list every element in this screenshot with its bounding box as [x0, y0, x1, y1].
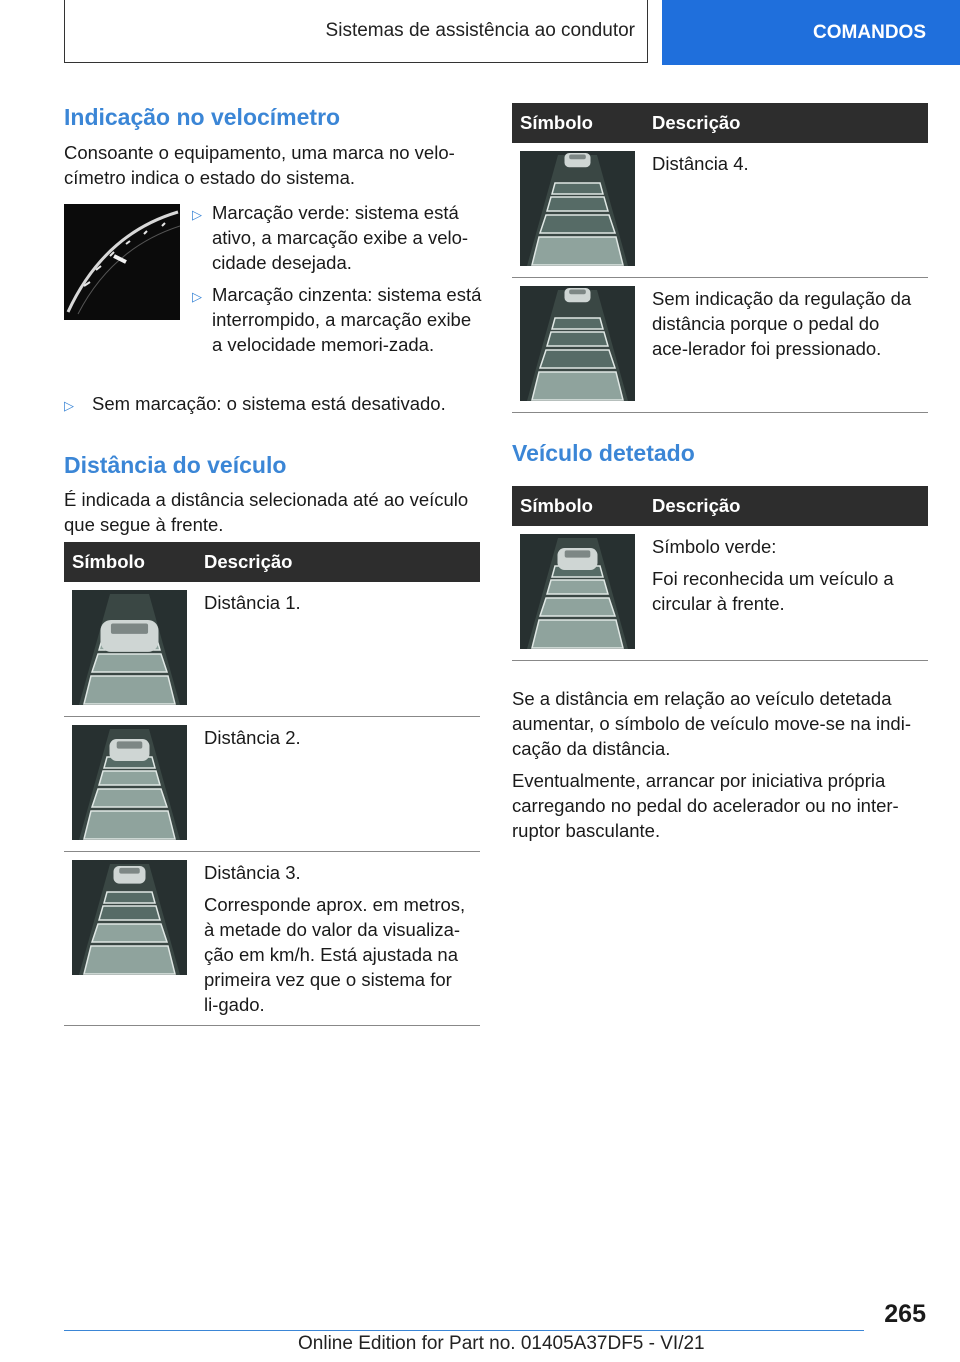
detected-heading: Veículo detetado [512, 440, 695, 466]
description-text: Distância 2. [204, 727, 301, 748]
distance-symbol-image [520, 286, 635, 401]
description-cell [196, 852, 480, 1026]
triangle-bullet-icon: ▷ [64, 398, 74, 413]
description-text: Corresponde aprox. em metros, à metade do valor da visualiza-ção em km/h. Está ajustada na primeira vez que o sistema for li-gado. [204, 894, 466, 1015]
speedo-intro: Consoante o equipamento, uma marca no velo-címetro indica o estado do sistema. [64, 142, 455, 188]
distance-symbol-image [520, 151, 635, 266]
speedo-bullet-last: ▷ Sem marcação: o sistema está desativado. [64, 391, 480, 425]
table-row [512, 143, 928, 278]
triangle-bullet-icon: ▷ [192, 289, 202, 304]
description-cell [196, 582, 480, 717]
distance-symbol-image [72, 860, 187, 975]
col-description-header: Descrição [644, 486, 928, 526]
bullet-item: ▷ Marcação verde: sistema está ativo, a marcação exibe a velo-cidade desejada. [192, 202, 469, 273]
distance-table [64, 542, 480, 1026]
detected-para-2: Eventualmente, arrancar por iniciativa própria carregando no pedal do acelerador ou no inter-ruptor basculante. [512, 770, 899, 841]
description-text: Símbolo verde: [652, 536, 777, 557]
col-symbol-header: Símbolo [512, 486, 644, 526]
speedo-bullets [192, 200, 482, 364]
col-description-header: Descrição [196, 542, 480, 582]
description-cell [644, 143, 928, 278]
table-row [64, 717, 480, 852]
description-cell [644, 278, 928, 413]
bullet-item: ▷ Marcação cinzenta: sistema está interrompido, a marcação exibe a velocidade memori-zada. [192, 284, 482, 355]
detected-para-1: Se a distância em relação ao veículo detetada aumentar, o símbolo de veículo move-se na indi-cação da distância. [512, 688, 911, 759]
footer-divider [64, 1330, 864, 1331]
symbol-cell [512, 278, 644, 413]
distance-symbol-image [72, 590, 187, 705]
edition-text: Online Edition for Part no. 01405A37DF5 - VI/21 [298, 1333, 705, 1354]
triangle-bullet-icon: ▷ [192, 207, 202, 222]
page-number: 265 [884, 1300, 926, 1328]
table-row [64, 852, 480, 1026]
header-section-title [64, 0, 648, 63]
description-text: Sem indicação da regulação da distância porque o pedal do ace-lerador foi pressionado. [652, 288, 912, 359]
description-text: Foi reconhecida um veículo a circular à frente. [652, 568, 894, 614]
description-cell [196, 717, 480, 852]
table-row [64, 582, 480, 717]
table-row [512, 278, 928, 413]
description-text: Distância 3. [204, 862, 301, 883]
distance-table-continued [512, 103, 928, 413]
distance-symbol-image [72, 725, 187, 840]
symbol-cell [512, 526, 644, 661]
section-title: Sistemas de assistência ao condutor [325, 20, 635, 41]
table-row [512, 526, 928, 661]
col-symbol-header: Símbolo [64, 542, 196, 582]
symbol-cell [64, 717, 196, 852]
header-chapter-tab[interactable] [662, 0, 960, 65]
distance-intro: É indicada a distância selecionada até ao veículo que segue à frente. [64, 489, 469, 535]
description-cell [644, 526, 928, 661]
col-symbol-header: Símbolo [512, 103, 644, 143]
distance-heading: Distância do veículo [64, 452, 287, 478]
distance-symbol-image [520, 534, 635, 649]
symbol-cell [64, 582, 196, 717]
speedo-heading: Indicação no velocímetro [64, 104, 341, 130]
detected-table [512, 486, 928, 661]
symbol-cell [64, 852, 196, 1026]
description-text: Distância 1. [204, 592, 301, 613]
speedometer-image [64, 204, 180, 320]
symbol-cell [512, 143, 644, 278]
chapter-label: COMANDOS [813, 21, 926, 43]
description-text: Distância 4. [652, 153, 749, 174]
col-description-header: Descrição [644, 103, 928, 143]
